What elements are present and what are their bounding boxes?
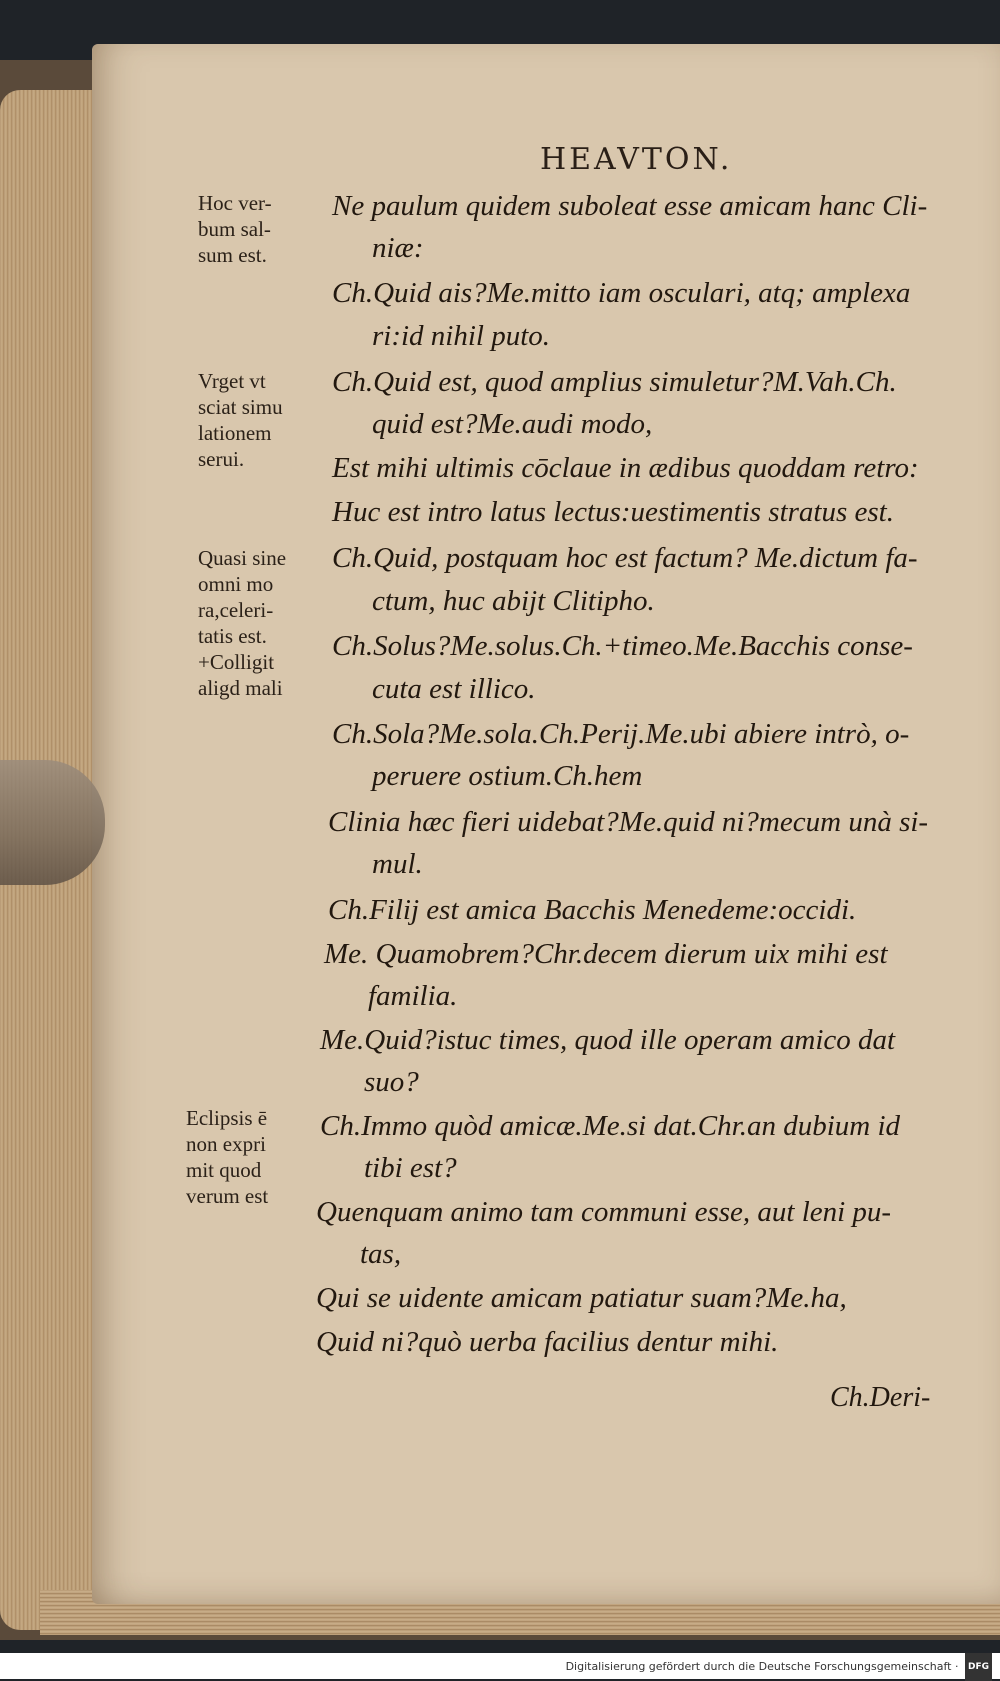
digitization-credit-text: Digitalisierung gefördert durch die Deutsche Forschungsgemeinschaft ·	[565, 1660, 959, 1673]
text-line: Ch.Quid est, quod amplius simuletur?M.Vah.Ch.	[332, 366, 897, 398]
text-line: Ch.Quid ais?Me.mitto iam osculari, atq; amplexa	[332, 277, 911, 309]
text-line: suo?	[364, 1066, 419, 1098]
margin-note-1	[198, 190, 326, 268]
margin-note-4	[186, 1105, 314, 1209]
text-line: Ne paulum quidem suboleat esse amicam hanc Cli-	[332, 190, 928, 222]
dfg-logo: DFG	[965, 1653, 992, 1681]
text-line: tas,	[360, 1238, 402, 1270]
digitization-credit-bar	[0, 1653, 1000, 1679]
text-line: cuta est illico.	[372, 673, 536, 705]
text-line: ctum, huc abijt Clitipho.	[372, 585, 655, 617]
text-line: Me.Quid?istuc times, quod ille operam amico dat	[320, 1024, 896, 1056]
margin-note-3	[198, 545, 326, 701]
margin-note-text: Vrget vt sciat simu lationem serui.	[198, 369, 283, 471]
catchword: Ch.Deri-	[830, 1382, 931, 1413]
text-line: Ch.Quid, postquam hoc est factum? Me.dictum fa-	[332, 542, 918, 574]
text-line: peruere ostium.Ch.hem	[372, 760, 643, 792]
text-line: niæ:	[372, 232, 424, 264]
text-line: Qui se uidente amicam patiatur suam?Me.ha,	[316, 1282, 847, 1314]
margin-note-text: Eclipsis ē non expri mit quod verum est	[186, 1106, 269, 1208]
margin-note-2	[198, 368, 326, 472]
text-line: familia.	[368, 980, 458, 1012]
text-line: Ch.Solus?Me.solus.Ch.+timeo.Me.Bacchis conse-	[332, 630, 913, 662]
text-line: Me. Quamobrem?Chr.decem dierum uix mihi est	[324, 938, 888, 970]
text-line: Quenquam animo tam communi esse, aut leni pu-	[316, 1196, 892, 1228]
margin-note-text: Quasi sine omni mo ra,celeri- tatis est. +Colligit aligd mali	[198, 546, 287, 700]
text-line: Ch.Filij est amica Bacchis Menedeme:occidi.	[328, 894, 857, 926]
text-line: tibi est?	[364, 1152, 457, 1184]
text-line: Ch.Immo quòd amicæ.Me.si dat.Chr.an dubium id	[320, 1110, 900, 1142]
text-line: Clinia hæc fieri uidebat?Me.quid ni?mecum unà si-	[328, 806, 929, 838]
text-line: ri:id nihil puto.	[372, 320, 551, 352]
text-line: Huc est intro latus lectus:uestimentis stratus est.	[332, 496, 894, 528]
margin-note-text: Hoc ver- bum sal- sum est.	[198, 191, 272, 267]
text-line: quid est?Me.audi modo,	[372, 408, 653, 440]
text-line: Est mihi ultimis cōclaue in ædibus quoddam retro:	[332, 452, 919, 484]
text-line: Quid ni?quò uerba facilius dentur mihi.	[316, 1326, 779, 1358]
running-header: HEAVTON.	[540, 142, 733, 177]
text-line: Ch.Sola?Me.sola.Ch.Perij.Me.ubi abiere intrò, o-	[332, 718, 910, 750]
text-line: mul.	[372, 848, 423, 880]
